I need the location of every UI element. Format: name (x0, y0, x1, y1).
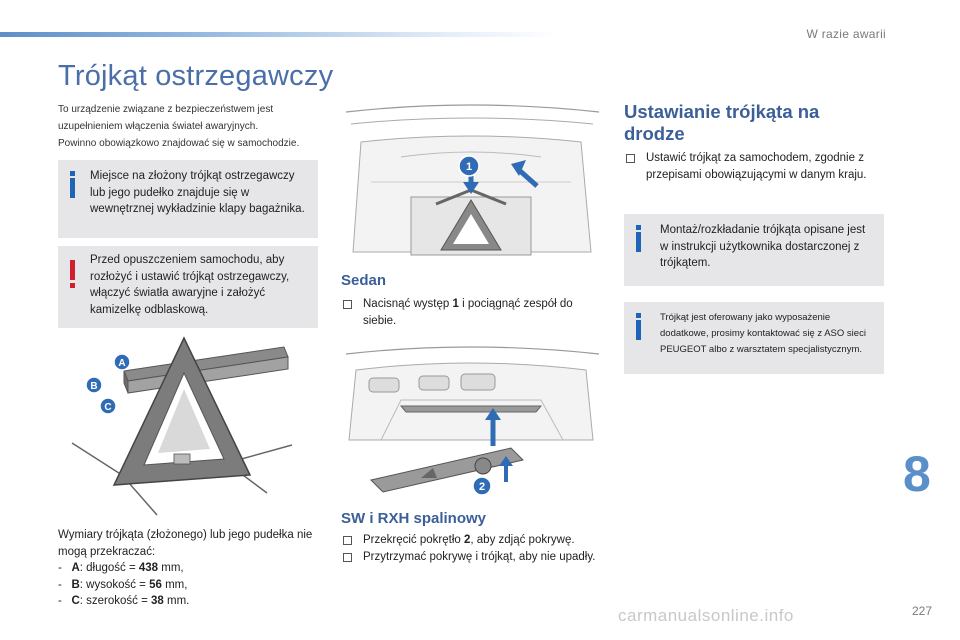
watermark: carmanualsonline.info (618, 606, 794, 625)
sw-figure-badge: 2 (478, 481, 486, 493)
section-header: W razie awarii (806, 27, 886, 41)
sw-instructions (341, 532, 603, 566)
dimension-label-a: A (118, 358, 126, 369)
sw-heading: SW i RXH spalinowy (341, 510, 487, 527)
info-box-storage (58, 160, 318, 238)
dimension-value: 38 (151, 595, 164, 607)
dimension-value: 56 (149, 578, 162, 591)
bullet-bold: 1 (452, 298, 459, 310)
dimension-unit: mm. (163, 595, 190, 607)
warning-box (58, 246, 318, 328)
sedan-heading: Sedan (341, 272, 387, 289)
dash: - (58, 562, 62, 574)
info-box-accessory (624, 302, 884, 374)
info-icon (636, 232, 641, 252)
dimension-text: : wysokość = (79, 578, 150, 591)
intro-line-2: uzupełnieniem włączenia świateł awaryjnych. (58, 121, 259, 132)
intro-text (58, 101, 328, 152)
intro-line-3: Powinno obowiązkowo znajdować się w samochodzie. (58, 138, 300, 149)
chapter-number: 8 (903, 446, 931, 502)
sedan-trunk-illustration (341, 102, 603, 262)
list-item (341, 549, 603, 566)
dimension-unit: mm, (161, 578, 188, 591)
bullet-text: , aby zdjąć pokrywę. (470, 534, 575, 546)
dimension-unit: mm, (158, 562, 184, 574)
bullet-bold: 2 (463, 534, 471, 546)
placing-heading: Ustawianie trójkąta na drodze (624, 101, 820, 144)
top-accent-bar (0, 32, 560, 37)
checkbox-bullet-icon (343, 553, 352, 562)
info-box-instructions-text: Montaż/rozkładanie trójkąta opisane jest w instrukcji użytkownika dostarczonej z trójkątem. (660, 224, 866, 269)
checkbox-bullet-icon (626, 154, 635, 163)
dimension-row-b (58, 577, 318, 594)
dimension-letter: C (71, 595, 80, 607)
sedan-instructions (341, 296, 603, 330)
warning-icon (70, 260, 75, 280)
dash: - (58, 578, 62, 591)
dimensions-caption (58, 527, 318, 610)
dimensions-intro: Wymiary trójkąta (złożonego) lub jego pudełka nie mogą przekraczać: (58, 529, 313, 558)
dash: - (58, 595, 62, 607)
dimension-row-c (58, 593, 318, 610)
dimension-text: : długość = (79, 562, 139, 574)
bullet-text: Przytrzymać pokrywę i trójkąt, aby nie upadły. (363, 551, 596, 563)
bullet-text: Ustawić trójkąt za samochodem, zgodnie z przepisami obowiązującymi w danym kraju. (646, 152, 867, 181)
dimension-value: 438 (138, 562, 159, 574)
info-box-instructions (624, 214, 884, 286)
bullet-text: i pociągnąć zespół do siebie. (363, 298, 573, 327)
info-box-accessory-text: Trójkąt jest oferowany jako wyposażenie dodatkowe, prosimy kontaktować się z ASO sieci PEUGEOT albo z warsztatem specjalistycznym. (660, 312, 866, 355)
placing-instructions (624, 150, 874, 184)
info-icon (636, 320, 641, 340)
page-number: 227 (912, 604, 933, 618)
sedan-figure-badge: 1 (465, 161, 473, 173)
warning-triangle-illustration (62, 335, 312, 520)
list-item (341, 296, 603, 330)
dimension-label-c: C (104, 402, 112, 413)
warning-box-text: Przed opuszczeniem samochodu, aby rozłożyć i ustawić trójkąt ostrzegawczy, włączyć światła awaryjne i założyć kamizelkę odblaskową. (90, 254, 290, 316)
bullet-text: Przekręcić pokrętło (363, 534, 464, 546)
dimension-text: : szerokość = (79, 595, 152, 607)
checkbox-bullet-icon (343, 536, 352, 545)
checkbox-bullet-icon (343, 300, 352, 309)
dimension-letter: B (71, 578, 80, 591)
dimension-letter: A (71, 562, 80, 574)
info-box-storage-text: Miejsce na złożony trójkąt ostrzegawczy lub jego pudełko znajduje się w wewnętrznej wykładzinie klapy bagażnika. (90, 170, 305, 215)
bullet-text: Nacisnąć występ (363, 298, 453, 310)
dimension-row-a (58, 560, 318, 577)
list-item (624, 150, 874, 184)
page-title: Trójkąt ostrzegawczy (58, 60, 334, 92)
list-item (341, 532, 603, 549)
info-icon (70, 178, 75, 198)
intro-line-1: To urządzenie związane z bezpieczeństwem jest (58, 104, 274, 115)
sw-trunk-illustration (341, 340, 603, 500)
dimension-label-b: B (90, 381, 98, 392)
